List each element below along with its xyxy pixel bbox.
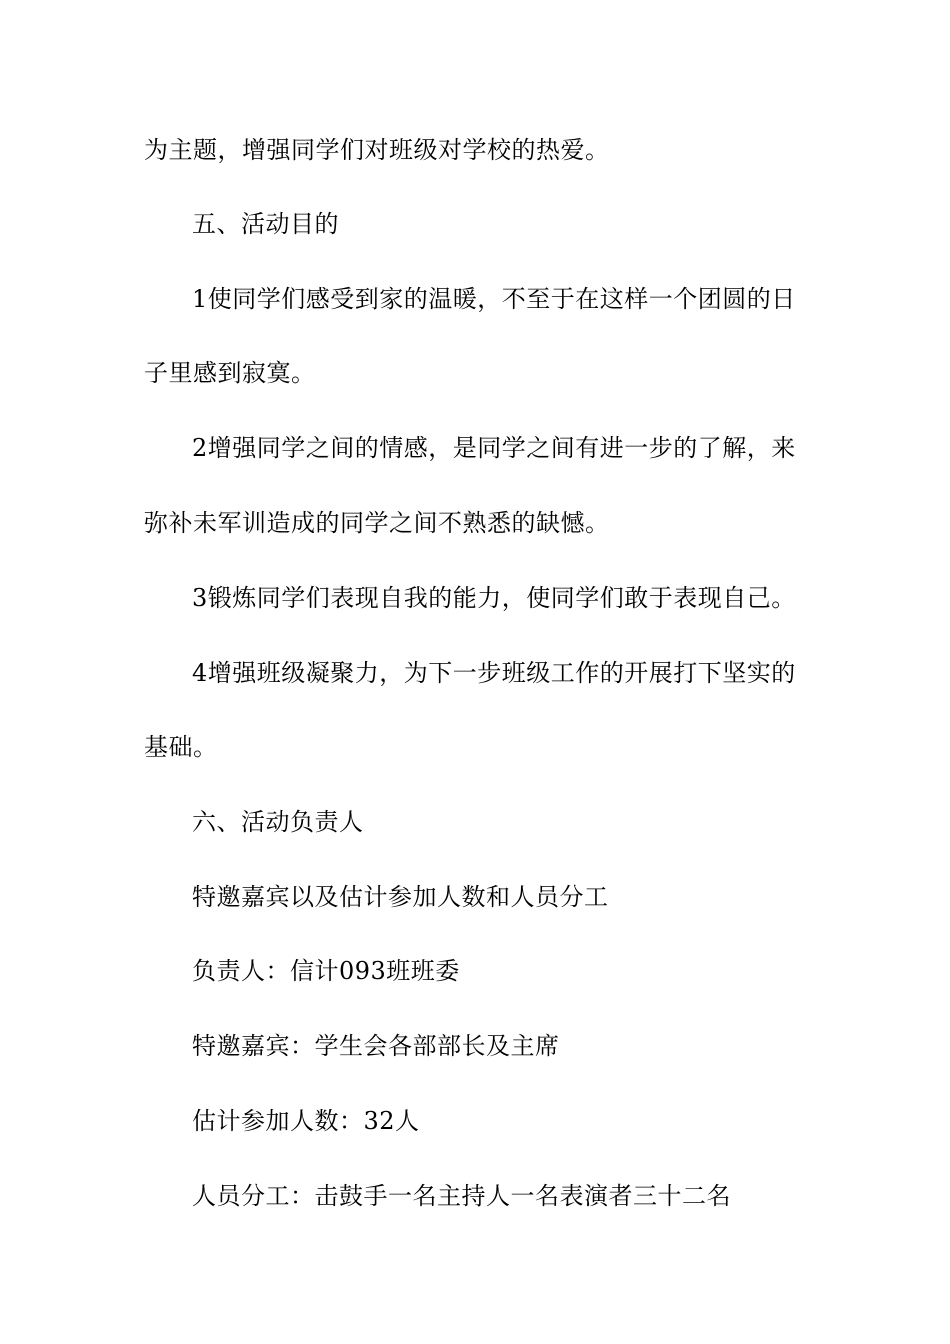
purpose-item-3: 3锻炼同学们表现自我的能力，使同学们敢于表现自己。 [192,584,796,612]
person-in-charge: 负责人：信计093班班委 [192,957,460,985]
purpose-item-4-line-2: 基础。 [144,733,218,761]
paragraph-line-theme-continuation: 为主题，增强同学们对班级对学校的热爱。 [144,136,610,164]
purpose-item-1-line-2: 子里感到寂寞。 [144,359,316,387]
estimated-attendance: 估计参加人数：32人 [192,1107,420,1135]
staff-assignment: 人员分工：击鼓手一名主持人一名表演者三十二名 [192,1182,731,1210]
purpose-item-4-line-1: 4增强班级凝聚力，为下一步班级工作的开展打下坚实的 [192,659,796,687]
section-heading-activity-purpose: 五、活动目的 [192,210,339,238]
section-heading-activity-leader: 六、活动负责人 [192,808,364,836]
purpose-item-2-line-1: 2增强同学之间的情感，是同学之间有进一步的了解，来 [192,434,796,462]
purpose-item-2-line-2: 弥补未军训造成的同学之间不熟悉的缺憾。 [144,509,610,537]
special-guests: 特邀嘉宾：学生会各部部长及主席 [192,1032,560,1060]
purpose-item-1-line-1: 1使同学们感受到家的温暖，不至于在这样一个团圆的日 [192,285,796,313]
guests-and-staffing-intro: 特邀嘉宾以及估计参加人数和人员分工 [192,883,609,911]
